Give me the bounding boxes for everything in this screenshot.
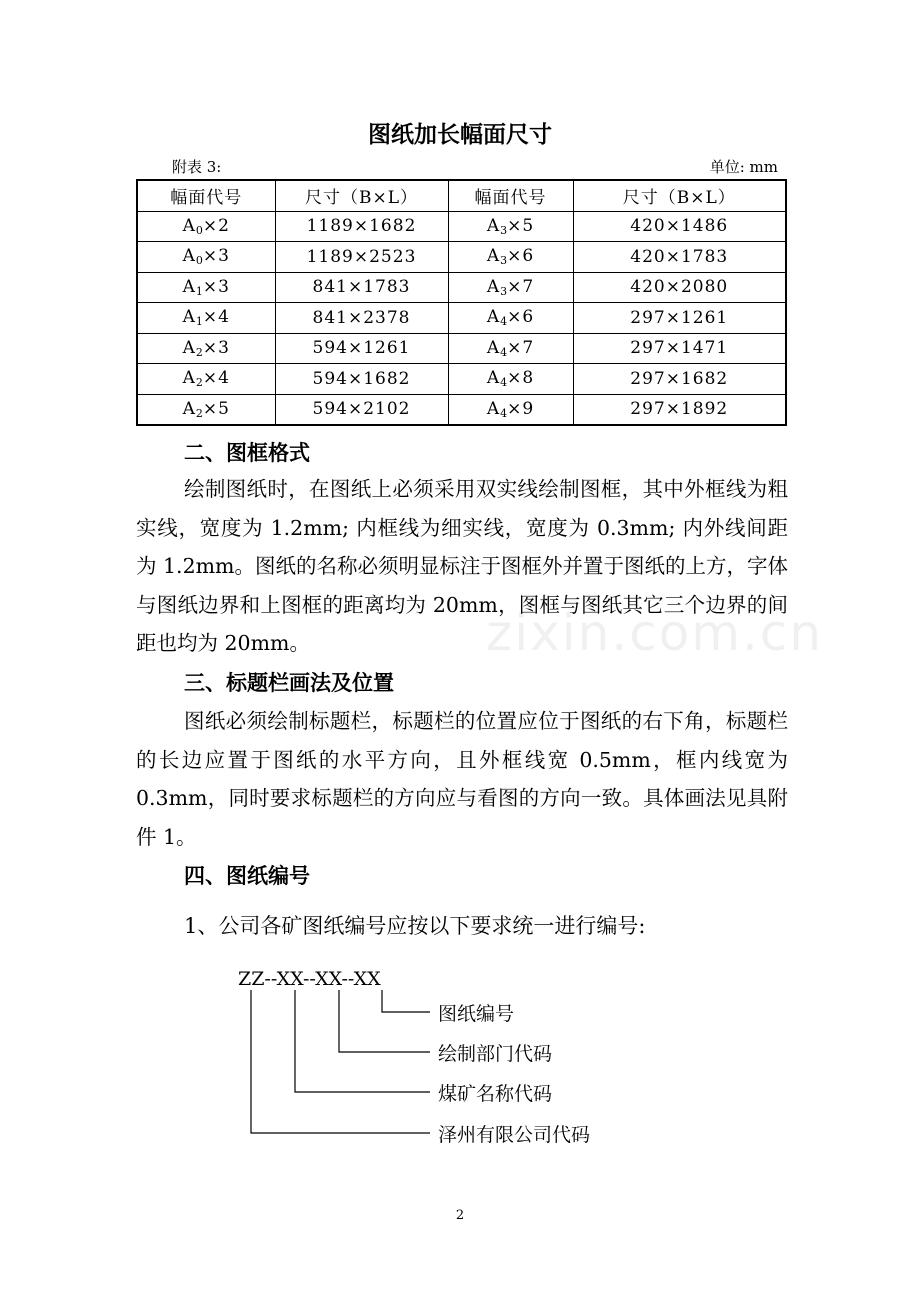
- size-code-base: A: [486, 307, 501, 328]
- table-unit: 单位: mm: [709, 158, 778, 176]
- size-code-multiplier: ×4: [202, 307, 230, 328]
- size-code-base: A: [486, 246, 501, 267]
- size-dimension-cell: 297×1261: [573, 303, 786, 334]
- size-dimension-cell: 297×1682: [573, 364, 786, 395]
- size-code-base: A: [182, 215, 196, 236]
- size-code-subscript: 0: [195, 254, 203, 268]
- size-code-subscript: 4: [500, 376, 508, 390]
- code-format: ZZ--XX--XX--XX: [238, 968, 381, 990]
- size-code-multiplier: ×3: [202, 246, 230, 267]
- size-code-base: A: [182, 246, 196, 267]
- size-dimension-cell: 594×2102: [275, 394, 448, 425]
- section-heading-numbering: 四、图纸编号: [184, 864, 310, 888]
- size-code-multiplier: ×2: [202, 215, 230, 236]
- header-size-2: 尺寸（B×L）: [573, 180, 786, 211]
- size-dimension-cell: 420×2080: [573, 272, 786, 303]
- size-code-base: A: [182, 276, 196, 297]
- label-company-code: 泽州有限公司代码: [438, 1124, 591, 1146]
- size-code-subscript: 4: [500, 315, 508, 329]
- size-dimension-cell: 594×1261: [275, 333, 448, 364]
- size-code-multiplier: ×7: [507, 276, 535, 297]
- size-code-subscript: 1: [195, 315, 203, 329]
- numbering-item-1: 1、公司各矿图纸编号应按以下要求统一进行编号:: [184, 914, 646, 938]
- page-title: 图纸加长幅面尺寸: [368, 122, 552, 148]
- size-code-multiplier: ×3: [202, 337, 230, 358]
- size-code-subscript: 4: [500, 345, 508, 359]
- watermark: zixin.com.cn: [486, 604, 824, 662]
- size-dimension-cell: 1189×1682: [275, 211, 448, 242]
- size-dimension-cell: 420×1783: [573, 242, 786, 273]
- label-mine-name-code: 煤矿名称代码: [438, 1083, 553, 1105]
- size-code-base: A: [486, 276, 501, 297]
- header-size-1: 尺寸（B×L）: [275, 180, 448, 211]
- size-code-subscript: 2: [195, 376, 203, 390]
- size-code-base: A: [486, 215, 501, 236]
- section-heading-frame-format: 二、图框格式: [184, 441, 310, 465]
- size-code-subscript: 4: [500, 406, 508, 420]
- table-caption: 附表 3:: [172, 158, 222, 176]
- size-code-base: A: [486, 337, 501, 358]
- size-code-multiplier: ×3: [202, 276, 230, 297]
- size-code-base: A: [486, 398, 501, 419]
- size-code-multiplier: ×7: [507, 337, 535, 358]
- size-code-subscript: 3: [500, 254, 508, 268]
- page-number: 2: [455, 1208, 465, 1223]
- label-drawing-number: 图纸编号: [438, 1003, 515, 1025]
- size-dimension-cell: 297×1471: [573, 333, 786, 364]
- size-code-multiplier: ×6: [507, 246, 535, 267]
- size-code-subscript: 2: [195, 345, 203, 359]
- size-code-subscript: 0: [195, 223, 203, 237]
- size-code-subscript: 3: [500, 284, 508, 298]
- size-code-multiplier: ×6: [507, 307, 535, 328]
- header-code-1: 幅面代号: [137, 180, 275, 211]
- label-department-code: 绘制部门代码: [438, 1043, 553, 1065]
- size-dimension-cell: 594×1682: [275, 364, 448, 395]
- size-dimension-cell: 841×2378: [275, 303, 448, 334]
- section-heading-title-block: 三、标题栏画法及位置: [184, 671, 394, 695]
- size-code-base: A: [182, 307, 196, 328]
- size-code-subscript: 1: [195, 284, 203, 298]
- size-code-multiplier: ×8: [507, 368, 535, 389]
- size-dimension-cell: 841×1783: [275, 272, 448, 303]
- header-code-2: 幅面代号: [448, 180, 573, 211]
- section-body-title-block: 图纸必须绘制标题栏，标题栏的位置应位于图纸的右下角，标题栏的长边应置于图纸的水平方向，且外框线宽 0.5mm，框内线宽为 0.3mm，同时要求标题栏的方向应与看图的方向一致。具体画法见具附件 1。: [136, 709, 788, 849]
- size-code-subscript: 2: [195, 406, 203, 420]
- size-code-base: A: [182, 337, 196, 358]
- size-dimension-cell: 297×1892: [573, 394, 786, 425]
- size-code-multiplier: ×5: [507, 215, 535, 236]
- size-dimension-cell: 420×1486: [573, 211, 786, 242]
- size-code-base: A: [486, 368, 501, 389]
- size-dimension-cell: 1189×2523: [275, 242, 448, 273]
- size-code-base: A: [182, 398, 196, 419]
- section-body-frame-format: 绘制图纸时，在图纸上必须采用双实线绘制图框，其中外框线为粗实线，宽度为 1.2mm; 内框线为细实线，宽度为 0.3mm; 内外线间距为 1.2mm。图纸的名称必须明显标注于图框外并置于图纸的上方，字体与图纸边界和上图框的距离均为 20mm，图框与图纸其它三个边界的间距也均为 20mm。: [136, 477, 788, 655]
- size-code-subscript: 3: [500, 223, 508, 237]
- size-code-multiplier: ×4: [202, 368, 230, 389]
- size-code-multiplier: ×9: [507, 398, 535, 419]
- size-code-multiplier: ×5: [202, 398, 230, 419]
- size-code-base: A: [182, 368, 196, 389]
